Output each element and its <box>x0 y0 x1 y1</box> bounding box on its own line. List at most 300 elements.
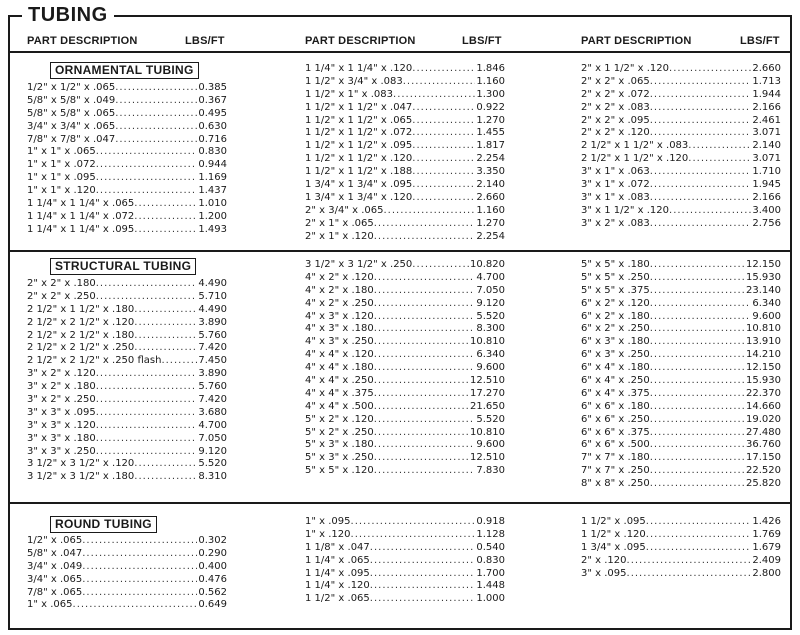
weight-value: 0.290 <box>198 547 227 559</box>
weight-value: 3.680 <box>198 406 227 418</box>
weight-value: 4.700 <box>476 271 505 283</box>
table-row <box>27 317 227 330</box>
dot-leader <box>82 548 197 561</box>
dot-leader <box>412 63 475 76</box>
part-description: 5" x 5" x .375 <box>581 284 650 296</box>
weight-value: 2.660 <box>476 191 505 203</box>
part-description: 6" x 6" x .250 <box>581 413 650 425</box>
table-row <box>305 272 505 285</box>
table-row <box>305 427 505 440</box>
table-row <box>581 76 781 89</box>
part-description: 1 3/4" x .095 <box>581 541 646 553</box>
part-description: 6" x 3" x .180 <box>581 336 650 348</box>
round-column-1 <box>27 535 227 612</box>
weight-value: 4.490 <box>198 303 227 315</box>
part-description: 1 1/4" x .095 <box>305 567 370 579</box>
dot-leader <box>115 134 197 147</box>
part-description: 3 1/2" x 3 1/2" x .250 <box>305 259 413 270</box>
weight-value: 3.071 <box>752 127 781 139</box>
dot-leader <box>374 427 469 440</box>
dot-leader <box>650 285 745 298</box>
dot-leader <box>134 211 197 224</box>
round-column-2 <box>305 516 505 606</box>
weight-value: 9.600 <box>476 439 505 451</box>
section-label-structural: STRUCTURAL TUBING <box>50 258 196 275</box>
dot-leader <box>96 446 198 459</box>
dot-leader <box>370 580 476 593</box>
weight-value: 5.520 <box>198 458 227 470</box>
weight-value: 1.455 <box>476 127 505 139</box>
table-row <box>305 388 505 401</box>
dot-leader <box>412 166 475 179</box>
weight-value: 0.918 <box>476 516 505 527</box>
dot-leader <box>650 362 745 375</box>
weight-value: 1.448 <box>476 580 505 592</box>
table-row <box>581 414 781 427</box>
part-description: 6" x 2" x .250 <box>581 323 650 335</box>
weight-value: 4.490 <box>198 278 227 289</box>
table-row <box>581 388 781 401</box>
dot-leader <box>650 311 752 324</box>
dot-leader <box>412 127 475 140</box>
part-description: 1 1/2" x 1" x .083 <box>305 88 394 100</box>
part-description: 1" x .095 <box>305 516 351 527</box>
dot-leader <box>374 298 476 311</box>
weight-value: 1.679 <box>752 541 781 553</box>
dot-leader <box>96 394 198 407</box>
table-row <box>27 95 227 108</box>
weight-value: 2.800 <box>752 567 781 579</box>
part-description: 3" x 1" x .063 <box>581 166 650 178</box>
table-row <box>27 587 227 600</box>
weight-value: 6.340 <box>752 297 781 309</box>
table-row <box>581 323 781 336</box>
dot-leader <box>134 304 197 317</box>
part-description: 1 3/4" x 1 3/4" x .095 <box>305 179 413 191</box>
weight-value: 1.010 <box>198 198 227 210</box>
ornamental-column-3 <box>581 63 781 231</box>
part-description: 3" x 3" x .120 <box>27 419 96 431</box>
table-row <box>27 446 227 459</box>
weight-value: 2.140 <box>476 179 505 191</box>
table-row <box>305 205 505 218</box>
weight-value: 19.020 <box>746 413 781 425</box>
weight-value: 0.944 <box>198 159 227 171</box>
part-description: 2" x 2" x .180 <box>27 278 96 289</box>
dot-leader <box>96 368 198 381</box>
table-row <box>305 127 505 140</box>
dot-leader <box>374 401 469 414</box>
part-description: 1" x 1" x .072 <box>27 159 96 171</box>
part-description: 4" x 4" x .250 <box>305 375 374 387</box>
table-row <box>581 375 781 388</box>
dot-leader <box>412 192 475 205</box>
table-row <box>305 218 505 231</box>
weight-value: 1.426 <box>752 516 781 527</box>
weight-value: 7.420 <box>198 342 227 354</box>
dot-leader <box>374 439 476 452</box>
part-description: 2" x 2" x .250 <box>27 290 96 302</box>
dot-leader <box>96 146 198 159</box>
table-row <box>27 394 227 407</box>
part-description: 5" x 5" x .250 <box>581 271 650 283</box>
weight-value: 1.160 <box>476 75 505 87</box>
part-description: 4" x 4" x .375 <box>305 387 374 399</box>
table-row <box>581 336 781 349</box>
dot-leader <box>412 179 475 192</box>
part-description: 5" x 5" x .180 <box>581 259 650 270</box>
table-row <box>305 580 505 593</box>
dot-leader <box>412 102 475 115</box>
weight-value: 14.210 <box>746 349 781 361</box>
weight-value: 12.510 <box>470 452 505 464</box>
header-lbs-ft-3: LBS/FT <box>740 35 780 47</box>
table-row <box>581 452 781 465</box>
weight-value: 2.409 <box>752 554 781 566</box>
table-row <box>581 568 781 581</box>
table-row <box>27 198 227 211</box>
table-row <box>305 76 505 89</box>
table-row <box>581 285 781 298</box>
table-row <box>305 529 505 542</box>
table-row <box>581 166 781 179</box>
weight-value: 10.810 <box>746 323 781 335</box>
part-description: 6" x 2" x .180 <box>581 310 650 322</box>
part-description: 1 1/2" x 1 1/2" x .188 <box>305 166 413 178</box>
table-row <box>27 146 227 159</box>
part-description: 3" x 1" x .083 <box>581 191 650 203</box>
dot-leader <box>650 478 745 491</box>
table-row <box>27 342 227 355</box>
dot-leader <box>351 516 476 529</box>
table-row <box>581 89 781 102</box>
weight-value: 1.713 <box>752 75 781 87</box>
weight-value: 0.495 <box>198 107 227 119</box>
dot-leader <box>351 529 476 542</box>
part-description: 1 3/4" x 1 3/4" x .120 <box>305 191 413 203</box>
dot-leader <box>134 330 197 343</box>
part-description: 4" x 2" x .120 <box>305 271 374 283</box>
table-row <box>581 298 781 311</box>
table-row <box>581 529 781 542</box>
dot-leader <box>627 568 752 581</box>
part-description: 2" x 3/4" x .065 <box>305 204 384 216</box>
weight-value: 1.270 <box>476 114 505 126</box>
table-row <box>305 115 505 128</box>
dot-leader <box>82 574 197 587</box>
weight-value: 14.660 <box>746 400 781 412</box>
table-row <box>305 555 505 568</box>
table-row <box>27 159 227 172</box>
weight-value: 9.600 <box>752 310 781 322</box>
dot-leader <box>374 452 469 465</box>
dot-leader <box>374 323 476 336</box>
table-row <box>27 561 227 574</box>
part-description: 1 1/2" x 1 1/2" x .095 <box>305 140 413 152</box>
weight-value: 1.160 <box>476 204 505 216</box>
table-row <box>305 414 505 427</box>
table-row <box>27 172 227 185</box>
weight-value: 0.922 <box>476 101 505 113</box>
table-row <box>27 224 227 237</box>
weight-value: 1.270 <box>476 217 505 229</box>
part-description: 3" x 3" x .250 <box>27 445 96 457</box>
part-description: 6" x 4" x .375 <box>581 387 650 399</box>
dot-leader <box>669 205 751 218</box>
dot-leader <box>650 298 752 311</box>
weight-value: 1.817 <box>476 140 505 152</box>
part-description: 2" x 1" x .120 <box>305 230 374 242</box>
weight-value: 1.300 <box>476 88 505 100</box>
dot-leader <box>96 159 198 172</box>
part-description: 3" x 1 1/2" x .120 <box>581 204 670 216</box>
part-description: 2 1/2" x 2 1/2" x .180 <box>27 329 135 341</box>
part-description: 2 1/2" x 2 1/2" x .250 flash <box>27 355 162 367</box>
weight-value: 3.890 <box>198 316 227 328</box>
dot-leader <box>650 414 745 427</box>
weight-value: 2.254 <box>476 153 505 165</box>
table-row <box>27 121 227 134</box>
table-row <box>305 439 505 452</box>
dot-leader <box>374 336 469 349</box>
weight-value: 7.830 <box>476 465 505 477</box>
dot-leader <box>383 205 475 218</box>
part-description: 1 1/8" x .047 <box>305 541 370 553</box>
part-description: 4" x 4" x .180 <box>305 362 374 374</box>
dot-leader <box>374 285 476 298</box>
table-row <box>581 127 781 140</box>
header-lbs-ft-2: LBS/FT <box>462 35 502 47</box>
part-description: 1/2" x 1/2" x .065 <box>27 82 116 93</box>
dot-leader <box>134 342 197 355</box>
part-description: 7/8" x .065 <box>27 586 83 598</box>
table-row <box>27 291 227 304</box>
weight-value: 0.540 <box>476 541 505 553</box>
weight-value: 0.400 <box>198 560 227 572</box>
part-description: 7/8" x 7/8" x .047 <box>27 133 116 145</box>
weight-value: 10.810 <box>470 426 505 438</box>
table-row <box>27 108 227 121</box>
part-description: 6" x 4" x .180 <box>581 362 650 374</box>
part-description: 5/8" x 5/8" x .049 <box>27 94 116 106</box>
table-row <box>27 82 227 95</box>
weight-value: 1.710 <box>752 166 781 178</box>
part-description: 3 1/2" x 3 1/2" x .120 <box>27 458 135 470</box>
weight-value: 1.437 <box>198 185 227 197</box>
table-row <box>305 465 505 478</box>
table-row <box>581 205 781 218</box>
table-row <box>305 259 505 272</box>
table-row <box>27 330 227 343</box>
table-row <box>581 102 781 115</box>
table-row <box>305 349 505 362</box>
table-row <box>305 375 505 388</box>
weight-value: 7.420 <box>198 394 227 406</box>
part-description: 7" x 7" x .250 <box>581 465 650 477</box>
dot-leader <box>412 259 469 272</box>
dot-leader <box>96 420 198 433</box>
dot-leader <box>370 555 476 568</box>
part-description: 1 1/2" x 3/4" x .083 <box>305 75 403 87</box>
weight-value: 2.166 <box>752 101 781 113</box>
section-divider <box>8 502 792 504</box>
dot-leader <box>650 259 745 272</box>
weight-value: 3.400 <box>752 204 781 216</box>
part-description: 2" x .120 <box>581 554 627 566</box>
part-description: 2" x 2" x .083 <box>581 101 650 113</box>
part-description: 3" x 2" x .083 <box>581 217 650 229</box>
part-description: 1 1/2" x .065 <box>305 593 370 605</box>
table-row <box>27 381 227 394</box>
part-description: 1 1/4" x 1 1/4" x .072 <box>27 210 135 222</box>
dot-leader <box>370 542 476 555</box>
weight-value: 2.254 <box>476 230 505 242</box>
table-row <box>581 140 781 153</box>
table-row <box>305 452 505 465</box>
dot-leader <box>650 336 745 349</box>
part-description: 1 1/4" x .120 <box>305 580 370 592</box>
part-description: 7" x 7" x .180 <box>581 452 650 464</box>
table-row <box>305 285 505 298</box>
structural-column-1 <box>27 278 227 484</box>
table-row <box>581 311 781 324</box>
dot-leader <box>650 323 745 336</box>
dot-leader <box>134 458 197 471</box>
weight-value: 12.150 <box>746 362 781 374</box>
weight-value: 1.200 <box>198 210 227 222</box>
part-description: 2 1/2" x 1 1/2" x .083 <box>581 140 689 152</box>
part-description: 8" x 8" x .250 <box>581 478 650 490</box>
dot-leader <box>688 153 751 166</box>
dot-leader <box>688 140 751 153</box>
header-part-description-1: PART DESCRIPTION <box>27 35 138 47</box>
weight-value: 0.830 <box>198 146 227 158</box>
weight-value: 3.350 <box>476 166 505 178</box>
dot-leader <box>115 108 197 121</box>
weight-value: 17.270 <box>470 387 505 399</box>
dot-leader <box>650 127 752 140</box>
dot-leader <box>374 349 476 362</box>
dot-leader <box>374 272 476 285</box>
part-description: 1" x .120 <box>305 528 351 540</box>
table-row <box>27 471 227 484</box>
part-description: 1/2" x .065 <box>27 535 83 546</box>
table-row <box>305 153 505 166</box>
weight-value: 2.756 <box>752 217 781 229</box>
dot-leader <box>650 192 752 205</box>
dot-leader <box>627 555 752 568</box>
dot-leader <box>374 362 476 375</box>
table-row <box>581 115 781 128</box>
header-part-description-2: PART DESCRIPTION <box>305 35 416 47</box>
part-description: 3/4" x 3/4" x .065 <box>27 120 116 132</box>
weight-value: 5.760 <box>198 381 227 393</box>
dot-leader <box>374 465 476 478</box>
structural-column-2 <box>305 259 505 478</box>
weight-value: 9.120 <box>476 297 505 309</box>
dot-leader <box>650 218 752 231</box>
part-description: 2" x 2" x .072 <box>581 88 650 100</box>
part-description: 2" x 2" x .065 <box>581 75 650 87</box>
section-label-round: ROUND TUBING <box>50 516 157 533</box>
part-description: 6" x 6" x .500 <box>581 439 650 451</box>
table-row <box>27 548 227 561</box>
weight-value: 1.493 <box>198 223 227 235</box>
part-description: 2 1/2" x 2 1/2" x .250 <box>27 342 135 354</box>
dot-leader <box>669 63 751 76</box>
dot-leader <box>82 535 197 548</box>
weight-value: 22.370 <box>746 387 781 399</box>
weight-value: 1.000 <box>476 593 505 605</box>
table-row <box>305 516 505 529</box>
table-row <box>581 542 781 555</box>
dot-leader <box>73 599 198 612</box>
part-description: 1 1/4" x 1 1/4" x .095 <box>27 223 135 235</box>
table-row <box>581 63 781 76</box>
part-description: 3" x 2" x .180 <box>27 381 96 393</box>
weight-value: 0.562 <box>198 586 227 598</box>
table-row <box>305 179 505 192</box>
part-description: 5" x 5" x .120 <box>305 465 374 477</box>
table-row <box>581 179 781 192</box>
weight-value: 2.140 <box>752 140 781 152</box>
table-row <box>581 555 781 568</box>
weight-value: 1.128 <box>476 528 505 540</box>
header-part-description-3: PART DESCRIPTION <box>581 35 692 47</box>
section-label-ornamental: ORNAMENTAL TUBING <box>50 62 199 79</box>
weight-value: 21.650 <box>470 400 505 412</box>
dot-leader <box>412 140 475 153</box>
table-row <box>305 401 505 414</box>
dot-leader <box>412 153 475 166</box>
table-row <box>581 401 781 414</box>
dot-leader <box>134 471 197 484</box>
dot-leader <box>96 291 198 304</box>
part-description: 5" x 2" x .250 <box>305 426 374 438</box>
part-description: 1 1/2" x .120 <box>581 528 646 540</box>
dot-leader <box>96 407 198 420</box>
dot-leader <box>650 465 745 478</box>
part-description: 2" x 1 1/2" x .120 <box>581 63 670 74</box>
weight-value: 7.050 <box>198 432 227 444</box>
dot-leader <box>646 516 752 529</box>
table-row <box>581 465 781 478</box>
weight-value: 1.846 <box>476 63 505 74</box>
weight-value: 2.461 <box>752 114 781 126</box>
weight-value: 1.944 <box>752 88 781 100</box>
part-description: 5/8" x 5/8" x .065 <box>27 107 116 119</box>
table-row <box>581 439 781 452</box>
table-row <box>305 542 505 555</box>
part-description: 6" x 6" x .375 <box>581 426 650 438</box>
weight-value: 8.300 <box>476 323 505 335</box>
weight-value: 12.510 <box>470 375 505 387</box>
part-description: 3" x 2" x .120 <box>27 368 96 380</box>
part-description: 1 1/2" x 1 1/2" x .065 <box>305 114 413 126</box>
weight-value: 0.716 <box>198 133 227 145</box>
table-row <box>305 298 505 311</box>
page-title: TUBING <box>22 3 114 27</box>
part-description: 4" x 3" x .180 <box>305 323 374 335</box>
weight-value: 8.310 <box>198 471 227 483</box>
table-row <box>305 89 505 102</box>
part-description: 3 1/2" x 3 1/2" x .180 <box>27 471 135 483</box>
part-description: 3" x 2" x .250 <box>27 394 96 406</box>
header-divider <box>8 51 792 53</box>
table-row <box>27 278 227 291</box>
table-row <box>581 259 781 272</box>
weight-value: 12.150 <box>746 259 781 270</box>
